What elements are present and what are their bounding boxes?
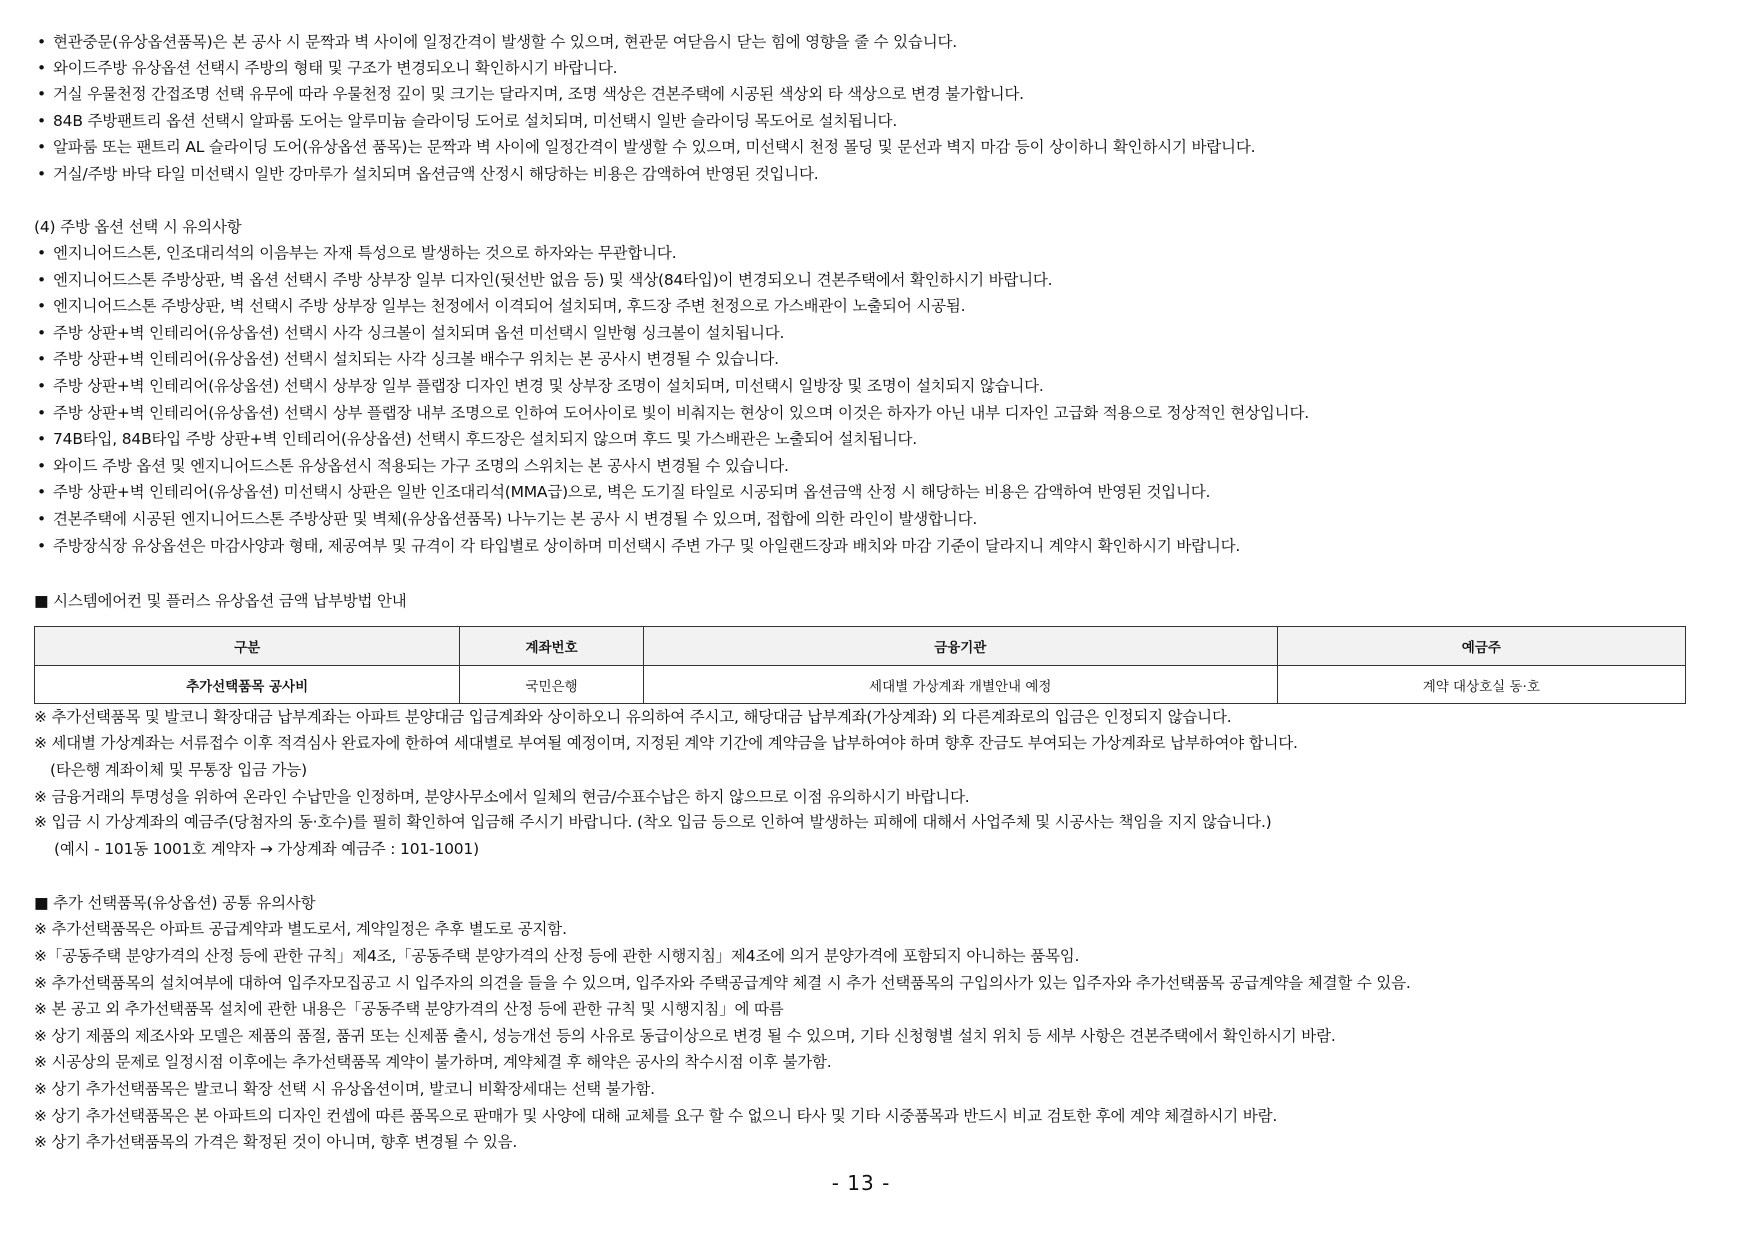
- note-item: ※ 세대별 가상계좌는 서류접수 이후 적격심사 완료자에 한하여 세대별로 부여될 예정이며, 지정된 계약 기간에 계약금을 납부하여야 하며 향후 잔금도 부여되는 가상계좌로 납부하여야 합니다.: [34, 734, 1298, 752]
- note-item: ※ 상기 추가선택품목의 가격은 확정된 것이 아니며, 향후 변경될 수 있음.: [34, 1133, 518, 1151]
- page-number: - 13 -: [831, 1171, 891, 1195]
- bullet-item: • 엔지니어드스톤 주방상판, 벽 옵션 선택시 주방 상부장 일부 디자인(뒷선반 없음 등) 및 색상(84타입)이 변경되오니 견본주택에서 확인하시기 바랍니다.: [34, 269, 1730, 291]
- section-title-payment: ■ 시스템에어컨 및 플러스 유상옵션 금액 납부방법 안내: [34, 592, 407, 610]
- bullet-item: • 알파룸 또는 팬트리 AL 슬라이딩 도어(유상옵션 품목)는 문짝과 벽 사이에 일정간격이 발생할 수 있으며, 미선택시 천정 몰딩 및 문선과 벽지 마감 등이 상이하니 확인하시기 바랍니다.: [34, 136, 1730, 158]
- note-item: ※ 추가선택품목 및 발코니 확장대금 납부계좌는 아파트 분양대금 입금계좌와 상이하오니 유의하여 주시고, 해당대금 납부계좌(가상계좌) 외 다른계좌로의 입금은 인정되지 않습니다.: [34, 708, 1232, 726]
- bullet-item: • 엔지니어드스톤, 인조대리석의 이음부는 자재 특성으로 발생하는 것으로 하자와는 무관합니다.: [34, 242, 1730, 264]
- note-item: (예시 - 101동 1001호 계약자 → 가상계좌 예금주 : 101-1001): [54, 840, 479, 858]
- note-item: ※ 상기 추가선택품목은 발코니 확장 선택 시 유상옵션이며, 발코니 비확장세대는 선택 불가함.: [34, 1080, 655, 1098]
- bullet-item: • 와이드 주방 옵션 및 엔지니어드스톤 유상옵션시 적용되는 가구 조명의 스위치는 본 공사시 변경될 수 있습니다.: [34, 455, 1730, 477]
- table-row: [35, 666, 1686, 704]
- bullet-item: • 현관중문(유상옵션품목)은 본 공사 시 문짝과 벽 사이에 일정간격이 발생할 수 있으며, 현관문 여닫음시 닫는 힘에 영향을 줄 수 있습니다.: [34, 31, 1730, 53]
- note-item: ※ 추가선택품목의 설치여부에 대하여 입주자모집공고 시 입주자의 의견을 들을 수 있으며, 입주자와 주택공급계약 체결 시 추가 선택품목의 구입의사가 있는 입주자와 추가선택품목 공급계약을 체결할 수 있음.: [34, 974, 1411, 992]
- note-item: ※ 상기 제품의 제조사와 모델은 제품의 품절, 품귀 또는 신제품 출시, 성능개선 등의 사유로 동급이상으로 변경 될 수 있으며, 기타 신청형별 설치 위치 등 세부 사항은 견본주택에서 확인하시기 바람.: [34, 1027, 1336, 1045]
- bullet-item: • 주방 상판+벽 인테리어(유상옵션) 미선택시 상판은 일반 인조대리석(MMA급)으로, 벽은 도기질 타일로 시공되며 옵션금액 산정 시 해당하는 비용은 감액하여 반영된 것입니다.: [34, 481, 1730, 503]
- bullet-item: • 주방 상판+벽 인테리어(유상옵션) 선택시 상부장 일부 플랩장 디자인 변경 및 상부장 조명이 설치되며, 미선택시 일방장 및 조명이 설치되지 않습니다.: [34, 375, 1730, 397]
- note-item: ※ 추가선택품목은 아파트 공급계약과 별도로서, 계약일정은 추후 별도로 공지함.: [34, 920, 567, 938]
- bullet-item: • 엔지니어드스톤 주방상판, 벽 선택시 주방 상부장 일부는 천정에서 이격되어 설치되며, 후드장 주변 천정으로 가스배관이 노출되어 시공됨.: [34, 295, 1730, 317]
- table-cell: 국민은행: [460, 666, 644, 704]
- bullet-item: • 주방 상판+벽 인테리어(유상옵션) 선택시 사각 싱크볼이 설치되며 옵션 미선택시 일반형 싱크볼이 설치됩니다.: [34, 322, 1730, 344]
- table-header-cell: 구분: [35, 627, 460, 666]
- bullet-item: • 거실/주방 바닥 타일 미선택시 일반 강마루가 설치되며 옵션금액 산정시 해당하는 비용은 감액하여 반영된 것입니다.: [34, 163, 1730, 185]
- table-header-cell: 예금주: [1277, 627, 1685, 666]
- payment-table: [34, 626, 1686, 704]
- table-header-row: [35, 627, 1686, 666]
- bullet-item: • 74B타입, 84B타입 주방 상판+벽 인테리어(유상옵션) 선택시 후드장은 설치되지 않으며 후드 및 가스배관은 노출되어 설치됩니다.: [34, 428, 1730, 450]
- bullet-item: • 주방 상판+벽 인테리어(유상옵션) 선택시 상부 플랩장 내부 조명으로 인하여 도어사이로 빛이 비춰지는 현상이 있으며 이것은 하자가 아닌 내부 디자인 고급화 적용으로 정상적인 현상입니다.: [34, 402, 1730, 424]
- bullet-item: • 견본주택에 시공된 엔지니어드스톤 주방상판 및 벽체(유상옵션품목) 나누기는 본 공사 시 변경될 수 있으며, 접합에 의한 라인이 발생합니다.: [34, 508, 1730, 530]
- bullet-item: • 84B 주방팬트리 옵션 선택시 알파룸 도어는 알루미늄 슬라이딩 도어로 설치되며, 미선택시 일반 슬라이딩 목도어로 설치됩니다.: [34, 110, 1730, 132]
- table-header-cell: 계좌번호: [460, 627, 644, 666]
- note-item: ※ 상기 추가선택품목은 본 아파트의 디자인 컨셉에 따른 품목으로 판매가 및 사양에 대해 교체를 요구 할 수 없으니 타사 및 기타 시중품목과 반드시 비교 검토한 후에 계약 체결하시기 바람.: [34, 1107, 1278, 1125]
- bullet-item: • 거실 우물천정 간접조명 선택 유무에 따라 우물천정 깊이 및 크기는 달라지며, 조명 색상은 견본주택에 시공된 색상외 타 색상으로 변경 불가합니다.: [34, 83, 1730, 105]
- note-item: ※ 시공상의 문제로 일정시점 이후에는 추가선택품목 계약이 불가하며, 계약체결 후 해약은 공사의 착수시점 이후 불가함.: [34, 1053, 832, 1071]
- note-item: ※ 금융거래의 투명성을 위하여 온라인 수납만을 인정하며, 분양사무소에서 일체의 현금/수표수납은 하지 않으므로 이점 유의하시기 바랍니다.: [34, 788, 970, 806]
- section-title-common: ■ 추가 선택품목(유상옵션) 공통 유의사항: [34, 894, 316, 912]
- table-header-cell: 금융기관: [643, 627, 1277, 666]
- bullet-item: • 주방 상판+벽 인테리어(유상옵션) 선택시 설치되는 사각 싱크볼 배수구 위치는 본 공사시 변경될 수 있습니다.: [34, 348, 1730, 370]
- table-cell: 세대별 가상계좌 개별안내 예정: [643, 666, 1277, 704]
- table-cell: 계약 대상호실 동·호: [1277, 666, 1685, 704]
- table-cell: 추가선택품목 공사비: [35, 666, 460, 704]
- bullet-item: • 주방장식장 유상옵션은 마감사양과 형태, 제공여부 및 규격이 각 타입별로 상이하며 미선택시 주변 가구 및 아일랜드장과 배치와 마감 기준이 달라지니 계약시 확인하시기 바랍니다.: [34, 535, 1730, 557]
- note-item: ※「공동주택 분양가격의 산정 등에 관한 규칙」제4조,「공동주택 분양가격의 산정 등에 관한 시행지침」제4조에 의거 분양가격에 포함되지 아니하는 품목임.: [34, 947, 1080, 965]
- section-title-kitchen: (4) 주방 옵션 선택 시 유의사항: [34, 218, 242, 236]
- note-item: (타은행 계좌이체 및 무통장 입금 가능): [50, 761, 307, 779]
- note-item: ※ 본 공고 외 추가선택품목 설치에 관한 내용은「공동주택 분양가격의 산정 등에 관한 규칙 및 시행지침」에 따름: [34, 1000, 784, 1018]
- note-item: ※ 입금 시 가상계좌의 예금주(당첨자의 동·호수)를 필히 확인하여 입금해 주시기 바랍니다. (착오 입금 등으로 인하여 발생하는 피해에 대해서 사업주체 및 시공사는 책임을 지지 않습니다.): [34, 813, 1272, 831]
- bullet-item: • 와이드주방 유상옵션 선택시 주방의 형태 및 구조가 변경되오니 확인하시기 바랍니다.: [34, 57, 1730, 79]
